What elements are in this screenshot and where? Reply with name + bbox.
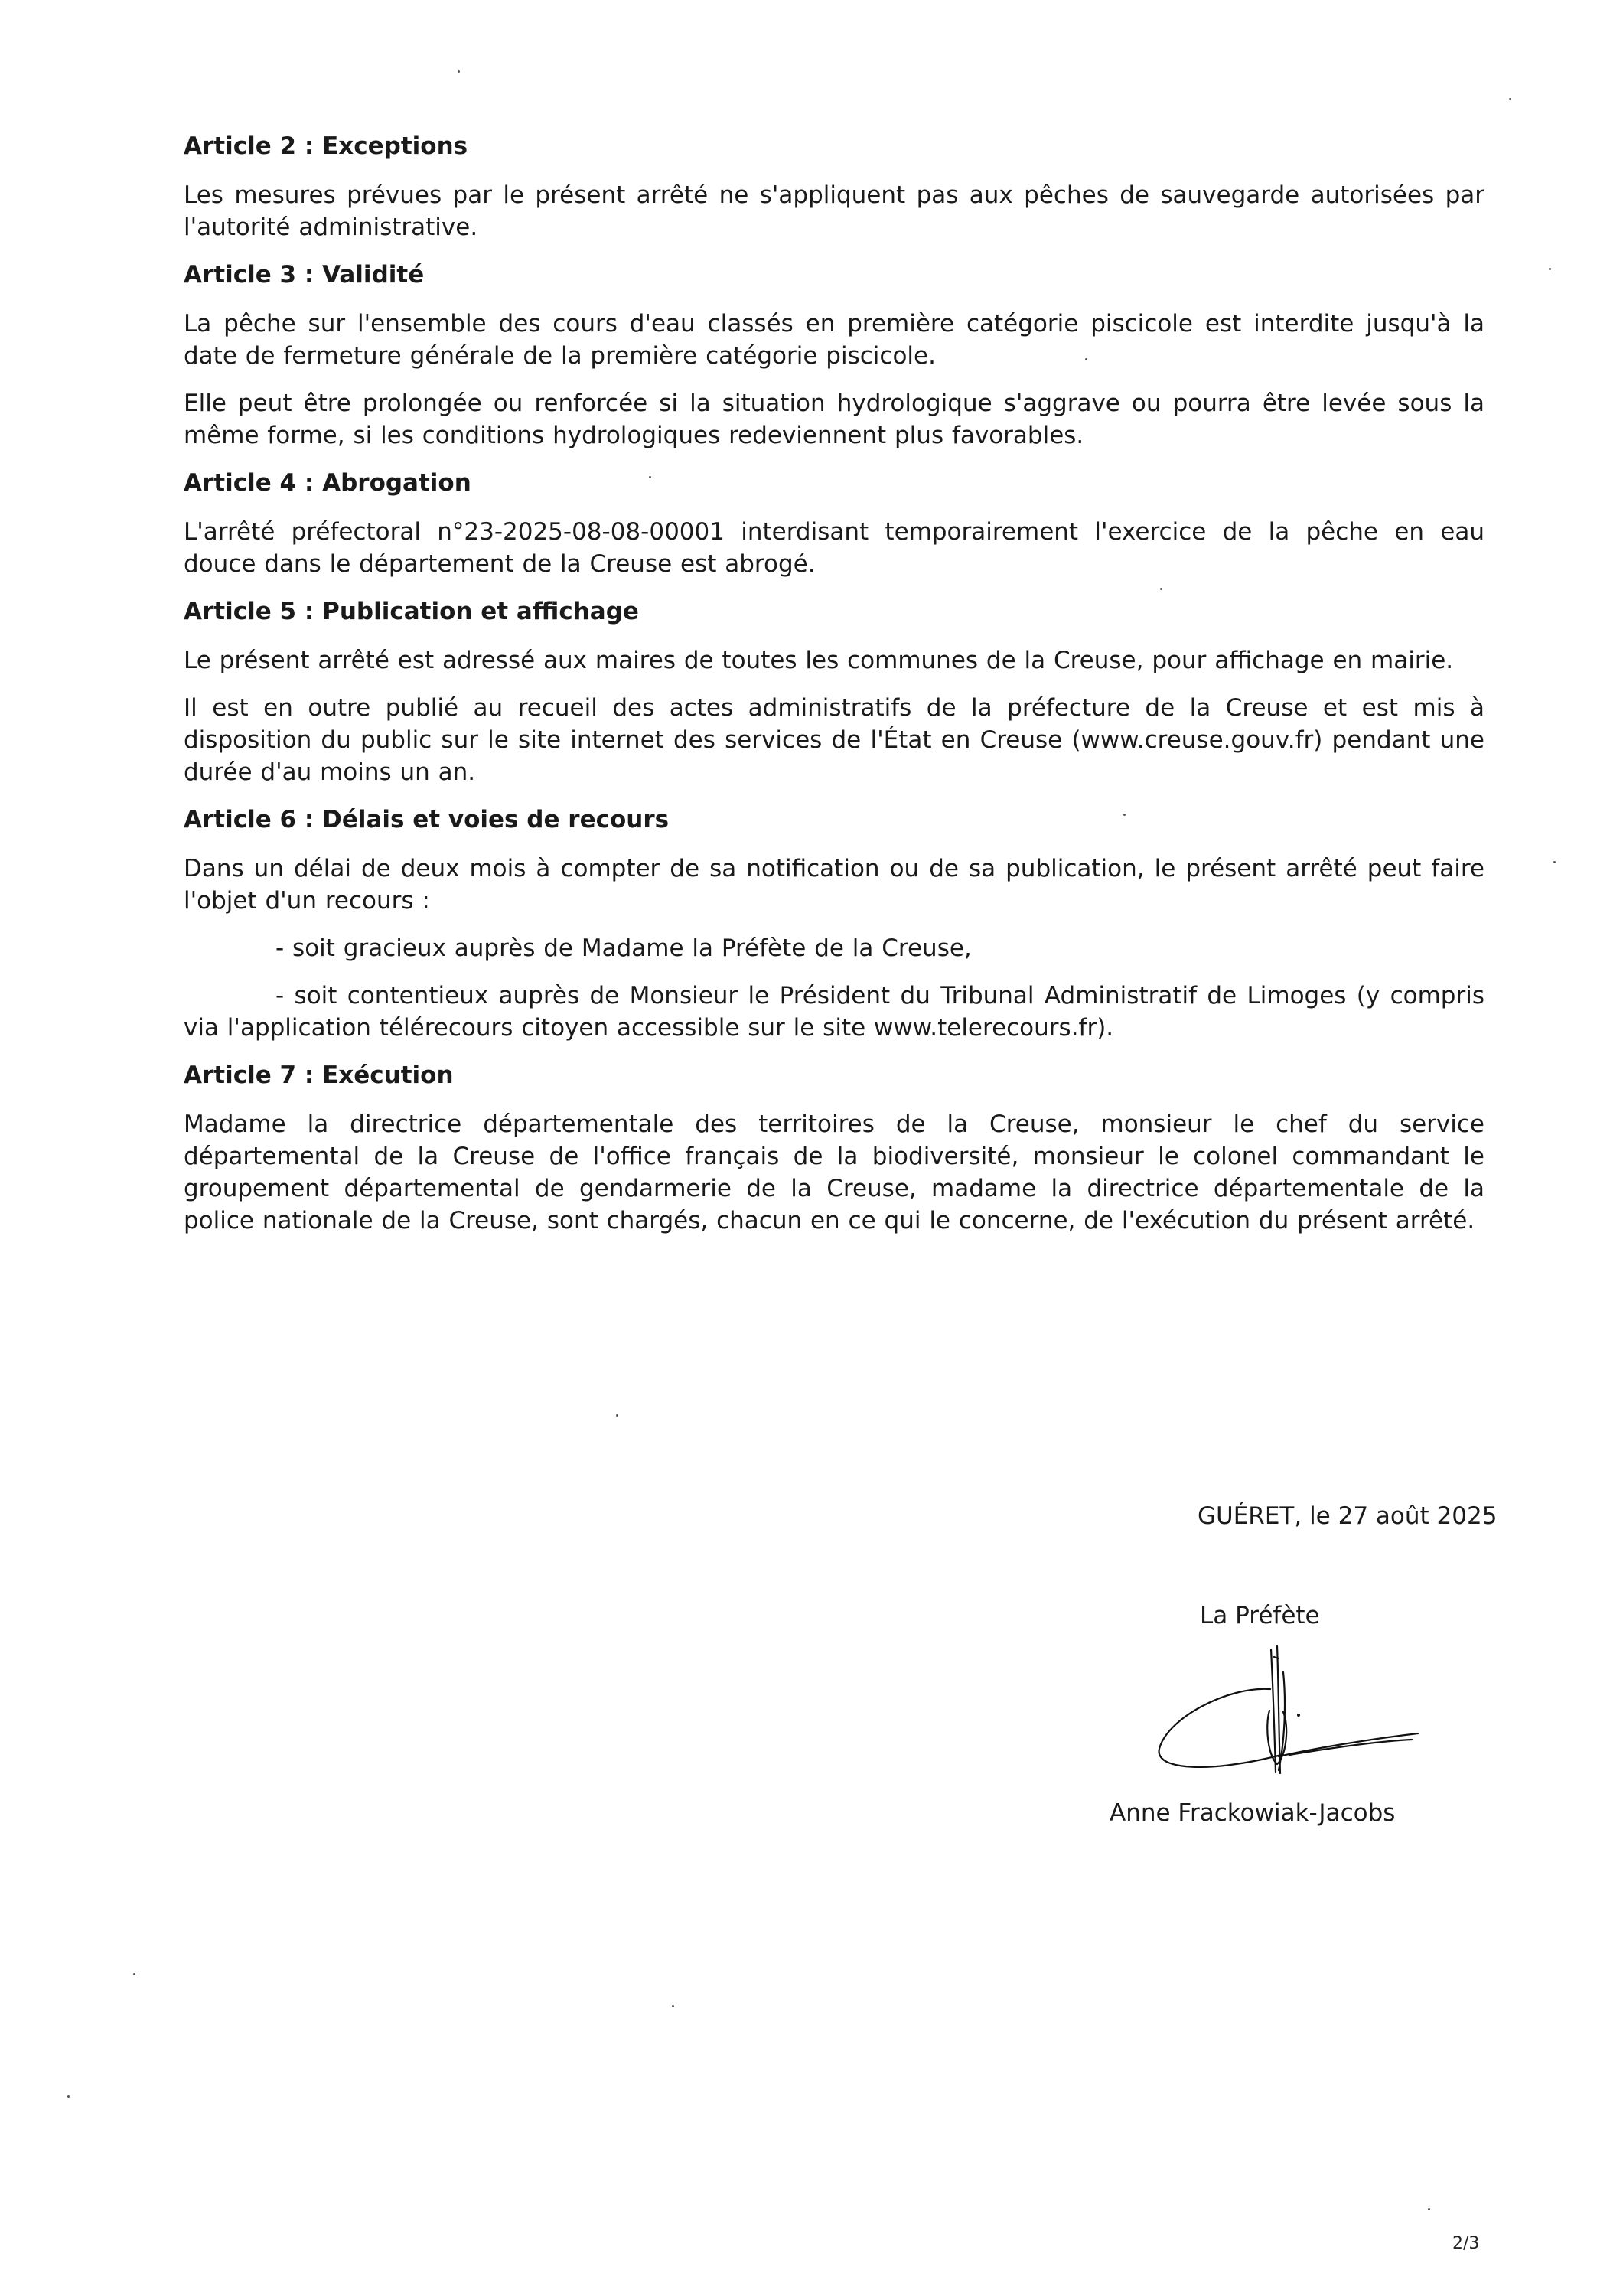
article-heading: Article 7 : Exécution — [184, 1062, 454, 1089]
scan-speck — [67, 2095, 70, 2098]
scan-speck — [1428, 2208, 1430, 2210]
article-heading: Article 2 : Exceptions — [184, 132, 468, 160]
article-heading: Article 4 : Abrogation — [184, 469, 471, 497]
article-paragraph: La pêche sur l'ensemble des cours d'eau classés en première catégorie piscicole est interdite jusqu'à la date de fermeture générale de la première catégorie piscicole. — [184, 310, 1484, 370]
article-paragraph: Les mesures prévues par le présent arrêté ne s'appliquent pas aux pêches de sauvegarde autorisées par l'autorité administrative. — [184, 181, 1484, 241]
scan-speck — [133, 1973, 135, 1975]
article-heading: Article 6 : Délais et voies de recours — [184, 806, 670, 833]
scan-speck — [1123, 814, 1126, 816]
article-heading: Article 3 : Validité — [184, 261, 425, 289]
scan-speck — [1160, 588, 1162, 590]
scan-speck — [1509, 98, 1511, 100]
scan-speck — [458, 70, 460, 73]
place-and-date: GUÉRET, le 27 août 2025 — [1198, 1502, 1498, 1530]
recourse-item-contentieux: - soit contentieux auprès de Monsieur le Président du Tribunal Administratif de Limoges (y compris via l'application télérecours citoyen accessible sur le site www.telerecours.fr). — [184, 982, 1484, 1042]
scan-speck — [1553, 861, 1556, 863]
article-paragraph: Il est en outre publié au recueil des actes administratifs de la préfecture de la Creuse et est mis à disposition du public sur le site internet des services de l'État en Creuse (www.creuse.gouv.fr) pendant une durée d'au moins un an. — [184, 694, 1484, 786]
article-3 — [184, 259, 1484, 452]
scan-speck — [649, 476, 651, 478]
scan-speck — [1085, 358, 1087, 360]
article-6 — [184, 804, 1484, 1044]
article-5 — [184, 595, 1484, 788]
handwritten-signature — [1136, 1642, 1427, 1779]
article-heading: Article 5 : Publication et affichage — [184, 598, 639, 625]
article-2 — [184, 130, 1484, 243]
article-7 — [184, 1059, 1484, 1237]
article-paragraph: L'arrêté préfectoral n°23-2025-08-08-00001 interdisant temporairement l'exercice de la pêche en eau douce dans le département de la Creuse est abrogé. — [184, 518, 1484, 578]
page-number: 2/3 — [1452, 2234, 1480, 2253]
scan-speck — [616, 1414, 618, 1417]
scan-speck — [672, 2005, 674, 2007]
article-paragraph: Madame la directrice départementale des territoires de la Creuse, monsieur le chef du service départemental de la Creuse de l'office français de la biodiversité, monsieur le colonel commandant le groupement départemental de gendarmerie de la Creuse, madame la directrice départementale de la police nationale de la Creuse, sont chargés, chacun en ce qui le concerne, de l'exécution du présent arrêté. — [184, 1110, 1484, 1234]
article-paragraph: Dans un délai de deux mois à compter de sa notification ou de sa publication, le présent arrêté peut faire l'objet d'un recours : — [184, 855, 1484, 915]
article-paragraph: Le présent arrêté est adressé aux maires de toutes les communes de la Creuse, pour affichage en mairie. — [184, 647, 1454, 674]
signatory-name: Anne Frackowiak-Jacobs — [1110, 1799, 1396, 1827]
scan-speck — [1549, 268, 1551, 270]
signatory-role: La Préfète — [1200, 1602, 1320, 1629]
document-body — [184, 130, 1498, 1827]
article-4 — [184, 467, 1484, 580]
recourse-item-gracieux: - soit gracieux auprès de Madame la Préfète de la Creuse, — [275, 934, 972, 962]
article-paragraph: Elle peut être prolongée ou renforcée si la situation hydrologique s'aggrave ou pourra être levée sous la même forme, si les conditions hydrologiques redeviennent plus favorables. — [184, 390, 1484, 449]
